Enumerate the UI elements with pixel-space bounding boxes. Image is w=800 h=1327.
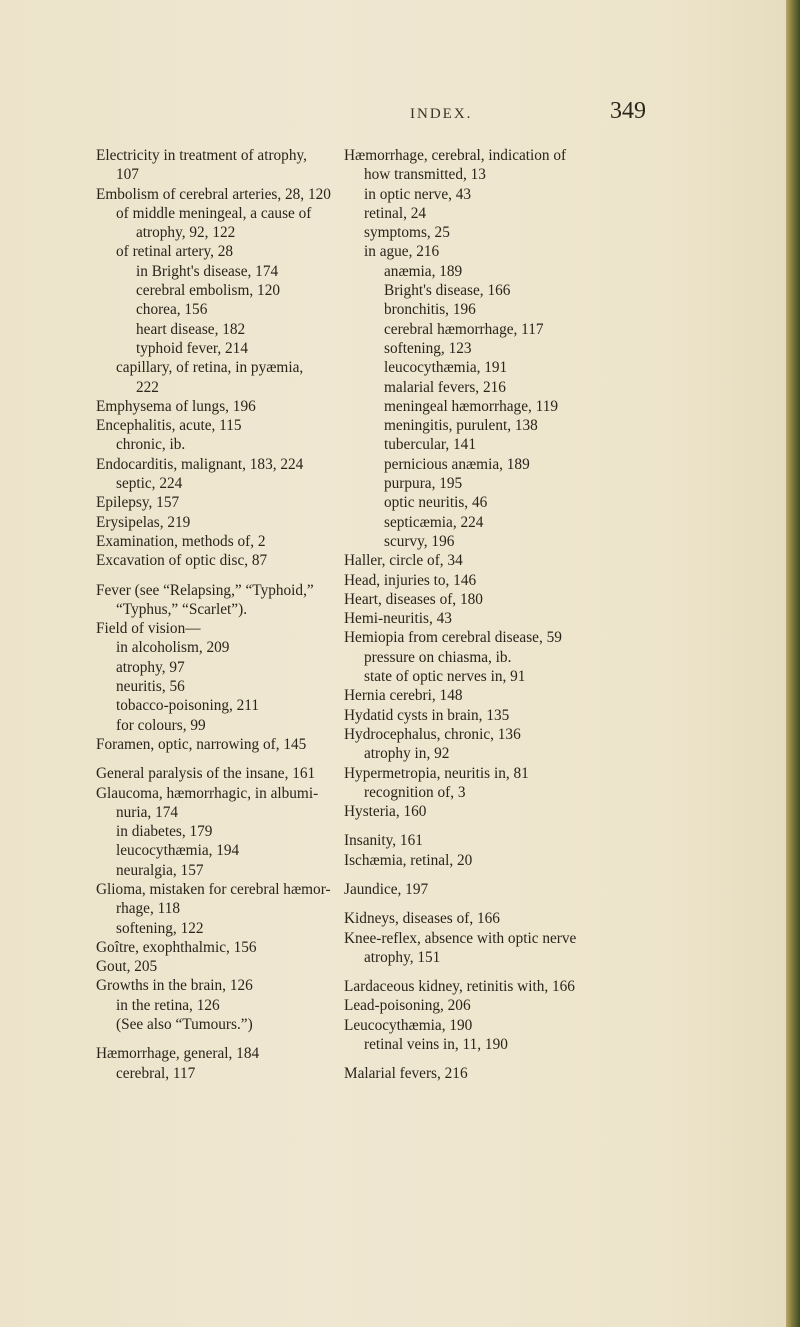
index-entry: pernicious anæmia, 189 <box>384 455 530 473</box>
index-entry: purpura, 195 <box>384 475 463 493</box>
index-entry: Hysteria, 160 <box>344 803 427 821</box>
index-entry: Kidneys, diseases of, 166 <box>344 910 500 928</box>
index-entry: Excavation of optic disc, 87 <box>96 552 268 570</box>
index-entry: softening, 123 <box>384 339 472 357</box>
index-entry: chorea, 156 <box>136 301 208 319</box>
index-entry: Hydatid cysts in brain, 135 <box>344 706 510 724</box>
index-entry: Examination, methods of, 2 <box>96 532 266 550</box>
index-entry: Jaundice, 197 <box>344 880 429 898</box>
index-entry: Insanity, 161 <box>344 832 423 850</box>
index-entry: Glaucoma, hæmorrhagic, in albumi- <box>96 784 319 802</box>
index-entry: septicæmia, 224 <box>384 513 484 531</box>
index-entry: how transmitted, 13 <box>364 166 486 184</box>
index-entry: 107 <box>116 166 139 184</box>
index-entry: chronic, ib. <box>116 436 186 454</box>
page-number: 349 <box>610 98 646 124</box>
index-entry: Bright's disease, 166 <box>384 282 511 300</box>
index-entry: Ischæmia, retinal, 20 <box>344 851 473 869</box>
index-entry: Hydrocephalus, chronic, 136 <box>344 725 521 743</box>
index-entry: softening, 122 <box>116 919 204 937</box>
index-entry: of retinal artery, 28 <box>116 243 234 261</box>
index-entry: tubercular, 141 <box>384 436 476 454</box>
index-entry: for colours, 99 <box>116 716 206 734</box>
index-entry: atrophy in, 92 <box>364 745 450 763</box>
running-head: INDEX. <box>410 106 473 122</box>
index-entry: in the retina, 126 <box>116 996 220 1014</box>
index-entry: meningitis, purulent, 138 <box>384 417 538 435</box>
index-entry: Haller, circle of, 34 <box>344 552 463 570</box>
index-entry: Hæmorrhage, cerebral, indication of <box>344 147 567 164</box>
index-entry: Encephalitis, acute, 115 <box>96 417 242 435</box>
index-entry: Head, injuries to, 146 <box>344 571 477 589</box>
index-entry: atrophy, 92, 122 <box>136 224 236 242</box>
index-entry: neuritis, 56 <box>116 678 185 696</box>
index-entry: Leucocythæmia, 190 <box>344 1016 473 1034</box>
index-entry: Endocarditis, malignant, 183, 224 <box>96 455 304 473</box>
index-entry: atrophy, 151 <box>364 948 441 966</box>
index-entry: Embolism of cerebral arteries, 28, 120 <box>96 185 331 203</box>
index-entry: Hypermetropia, neuritis in, 81 <box>344 764 529 782</box>
index-entry: Heart, diseases of, 180 <box>344 590 483 608</box>
index-entry: Growths in the brain, 126 <box>96 977 253 995</box>
index-entry: neuralgia, 157 <box>116 861 204 879</box>
index-entry: Gout, 205 <box>96 958 158 976</box>
index-entry: cerebral, 117 <box>116 1064 196 1082</box>
index-entry: optic neuritis, 46 <box>384 494 488 512</box>
index-entry: in ague, 216 <box>364 243 440 261</box>
index-entry: Glioma, mistaken for cerebral hæmor- <box>96 880 331 898</box>
index-entry: scurvy, 196 <box>384 532 455 550</box>
index-entry: Lead-poisoning, 206 <box>344 997 471 1015</box>
index-column-right <box>344 146 674 1084</box>
index-entry: meningeal hæmorrhage, 119 <box>384 397 559 415</box>
index-entry: 222 <box>136 378 159 396</box>
index-entry: Fever (see “Relapsing,” “Typhoid,” <box>96 581 314 599</box>
index-entry: cerebral embolism, 120 <box>136 282 280 300</box>
index-entry: Electricity in treatment of atrophy, <box>96 147 307 164</box>
index-entry: bronchitis, 196 <box>384 301 476 319</box>
index-entry: retinal veins in, 11, 190 <box>364 1036 508 1054</box>
index-entry: septic, 224 <box>116 475 183 493</box>
index-entry: anæmia, 189 <box>384 262 463 280</box>
index-entry: in optic nerve, 43 <box>364 185 472 203</box>
page-header <box>0 98 786 138</box>
index-entry: (See also “Tumours.”) <box>116 1016 253 1034</box>
index-entry: Field of vision— <box>96 620 201 638</box>
index-entry: Hemi-neuritis, 43 <box>344 610 452 628</box>
index-entry: Emphysema of lungs, 196 <box>96 397 256 415</box>
index-entry: Hernia cerebri, 148 <box>344 687 463 705</box>
index-entry: Epilepsy, 157 <box>96 494 180 512</box>
index-entry: pressure on chiasma, ib. <box>364 648 512 666</box>
index-entry: state of optic nerves in, 91 <box>364 668 526 686</box>
index-entry: recognition of, 3 <box>364 783 466 801</box>
index-entry: Malarial fevers, 216 <box>344 1065 468 1083</box>
index-entry: cerebral hæmorrhage, 117 <box>384 320 544 338</box>
index-entry: heart disease, 182 <box>136 320 246 338</box>
index-entry: retinal, 24 <box>364 204 427 222</box>
index-entry: nuria, 174 <box>116 803 179 821</box>
index-entry: malarial fevers, 216 <box>384 378 506 396</box>
index-entry: Foramen, optic, narrowing of, 145 <box>96 735 307 753</box>
index-entry: in diabetes, 179 <box>116 823 213 841</box>
index-entry: “Typhus,” “Scarlet”). <box>116 600 248 618</box>
index-entry: in Bright's disease, 174 <box>136 262 279 280</box>
index-entry: leucocythæmia, 191 <box>384 359 508 377</box>
index-entry: Hæmorrhage, general, 184 <box>96 1045 260 1063</box>
index-entry: symptoms, 25 <box>364 224 450 242</box>
index-entry: Knee-reflex, absence with optic nerve <box>344 929 577 947</box>
index-entry: leucocythæmia, 194 <box>116 842 240 860</box>
index-entry: Lardaceous kidney, retinitis with, 166 <box>344 978 575 996</box>
index-entry: Hemiopia from cerebral disease, 59 <box>344 629 562 647</box>
index-entry: typhoid fever, 214 <box>136 339 248 357</box>
index-entry: in alcoholism, 209 <box>116 639 230 657</box>
index-entry: atrophy, 97 <box>116 658 185 676</box>
index-entry: capillary, of retina, in pyæmia, <box>116 359 304 377</box>
index-entry: General paralysis of the insane, 161 <box>96 765 316 783</box>
index-entry: rhage, 118 <box>116 900 180 918</box>
index-entry: Goître, exophthalmic, 156 <box>96 938 257 956</box>
index-entry: of middle meningeal, a cause of <box>116 204 312 222</box>
index-entry: tobacco-poisoning, 211 <box>116 697 260 715</box>
page-edge <box>786 0 800 1327</box>
index-entry: Erysipelas, 219 <box>96 513 191 531</box>
